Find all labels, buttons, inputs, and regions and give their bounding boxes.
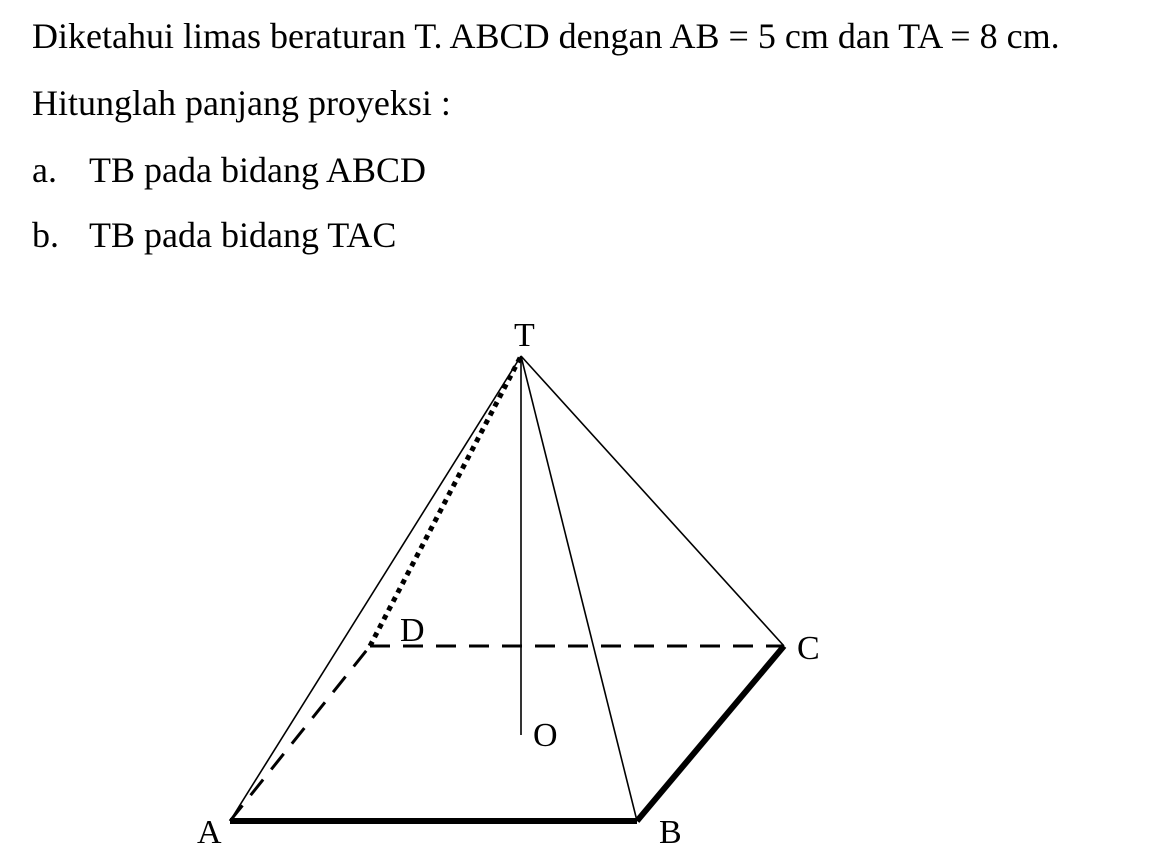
edge-TA [230,356,521,821]
vertex-label-C: C [797,630,820,667]
problem-prompt: Hitunglah panjang proyeksi : [32,83,451,123]
vertex-label-B: B [659,814,682,851]
vertex-label-T: T [514,317,535,354]
item-text-b: TB pada bidang TAC [89,215,397,255]
edge-TC [521,356,784,646]
problem-statement: Diketahui limas beraturan T. ABCD dengan AB = 5 cm dan TA = 8 cm. [32,16,1060,56]
vertex-label-D: D [400,612,425,649]
item-text-a: TB pada bidang ABCD [89,150,426,190]
edge-AD [230,646,370,821]
edge-TD [370,356,521,646]
edge-BC [637,646,784,821]
vertex-label-O: O [533,717,558,754]
item-marker-b: b. [32,215,59,255]
vertex-label-A: A [197,814,222,851]
item-marker-a: a. [32,150,57,190]
